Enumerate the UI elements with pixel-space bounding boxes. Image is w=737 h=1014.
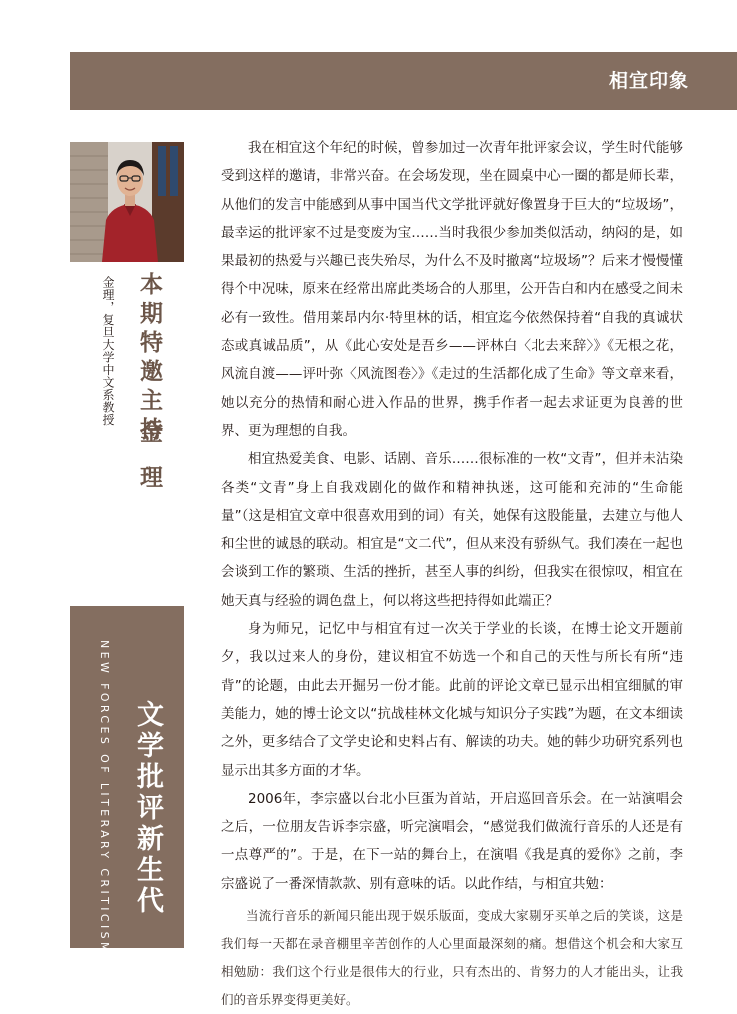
column-title-english: NEW FORCES OF LITERARY CRITICISM bbox=[98, 640, 111, 955]
article-paragraph: 相宜热爱美食、电影、话剧、音乐……很标准的一枚“文青”，但并未沾染各类“文青”身上自我戏剧化的做作和精神执迷，这可能和充沛的“生命能量”（这是相宜文章中很喜欢用到的词）有关，她保有这股能量，去建立与他人和尘世的诚恳的联动。相宜是“文二代”，但从来没有骄纵气。我们凑在一起也会谈到工作的繁琐、生活的挫折，甚至人事的纠纷，但我实在很惊叹，相宜在她天真与经验的调色盘上，何以将这些把持得如此端正？ bbox=[221, 451, 683, 609]
article-paragraph: 身为师兄，记忆中与相宜有过一次关于学业的长谈，在博士论文开题前夕，我以过来人的身份，建议相宜不妨选一个和自己的天性与所长有所“违背”的论题，由此去开掘另一份才能。此前的评论文章已显示出相宜细腻的审美能力，她的博士论文以“抗战桂林文化城与知识分子实践”为题，在文本细读之外，更多结合了文学史论和史料占有、解读的功夫。她的韩少功研究系列也显示出其多方面的才华。 bbox=[221, 621, 683, 779]
article-paragraph: 2006年，李宗盛以台北小巨蛋为首站，开启巡回音乐会。在一站演唱会之后，一位朋友告诉李宗盛，听完演唱会，“感觉我们做流行音乐的人还是有一点尊严的”。于是，在下一站的舞台上，在演唱《我是真的爱你》之前，李宗盛说了一番深情款款、别有意味的话。以此作结，与相宜共勉： bbox=[221, 790, 683, 892]
portrait-illustration bbox=[70, 142, 184, 262]
guest-host-name: 金理 bbox=[136, 420, 163, 510]
article-paragraph: 我在相宜这个年纪的时候，曾参加过一次青年批评家会议，学生时代能够受到这样的邀请，非常兴奋。在会场发现，坐在圆桌中心一圈的都是师长辈，从他们的发言中能感到从事中国当代文学批评就好像置身于巨大的“垃圾场”，最幸运的批评家不过是变废为宝……当时我很少参加类似活动，纳闷的是，如果最初的热爱与兴趣已丧失殆尽，为什么不及时撤离“垃圾场”？后来才慢慢懂得个中况味，原来在经常出席此类场合的人那里，公开告白和内在感受之间未必有一致性。借用莱昂内尔·特里林的话，相宜迄今依然保持着“自我的真诚状态或真诚品质”，从《此心安处是吾乡——评林白〈北去来辞〉》《无根之花，风流自渡——评叶弥〈风流图卷〉》《走过的生活都化成了生命》等文章来看，她以充分的热情和耐心进入作品的世界，携手作者一起去求证更为良善的世界、更为理想的自我。 bbox=[221, 140, 683, 439]
article-body bbox=[221, 134, 683, 1014]
guest-host-affiliation: 金理，复旦大学中文系教授 bbox=[101, 276, 115, 426]
article-quote: 当流行音乐的新闻只能出现于娱乐版面，变成大家剔牙买单之后的笑谈，这是我们每一天都在录音棚里辛苦创作的人心里面最深刻的痛。想借这个机会和大家互相勉励：我们这个行业是很伟大的行业，只有杰出的、肯努力的人才能出头，让我们的音乐界变得更美好。 bbox=[221, 908, 683, 1008]
section-header-bar bbox=[70, 52, 737, 110]
host-portrait-photo bbox=[70, 142, 184, 262]
section-title: 相宜印象 bbox=[608, 70, 689, 92]
column-title-chinese: 文学批评新生代 bbox=[132, 700, 163, 917]
guest-host-label: 本期特邀主持 bbox=[136, 272, 163, 446]
